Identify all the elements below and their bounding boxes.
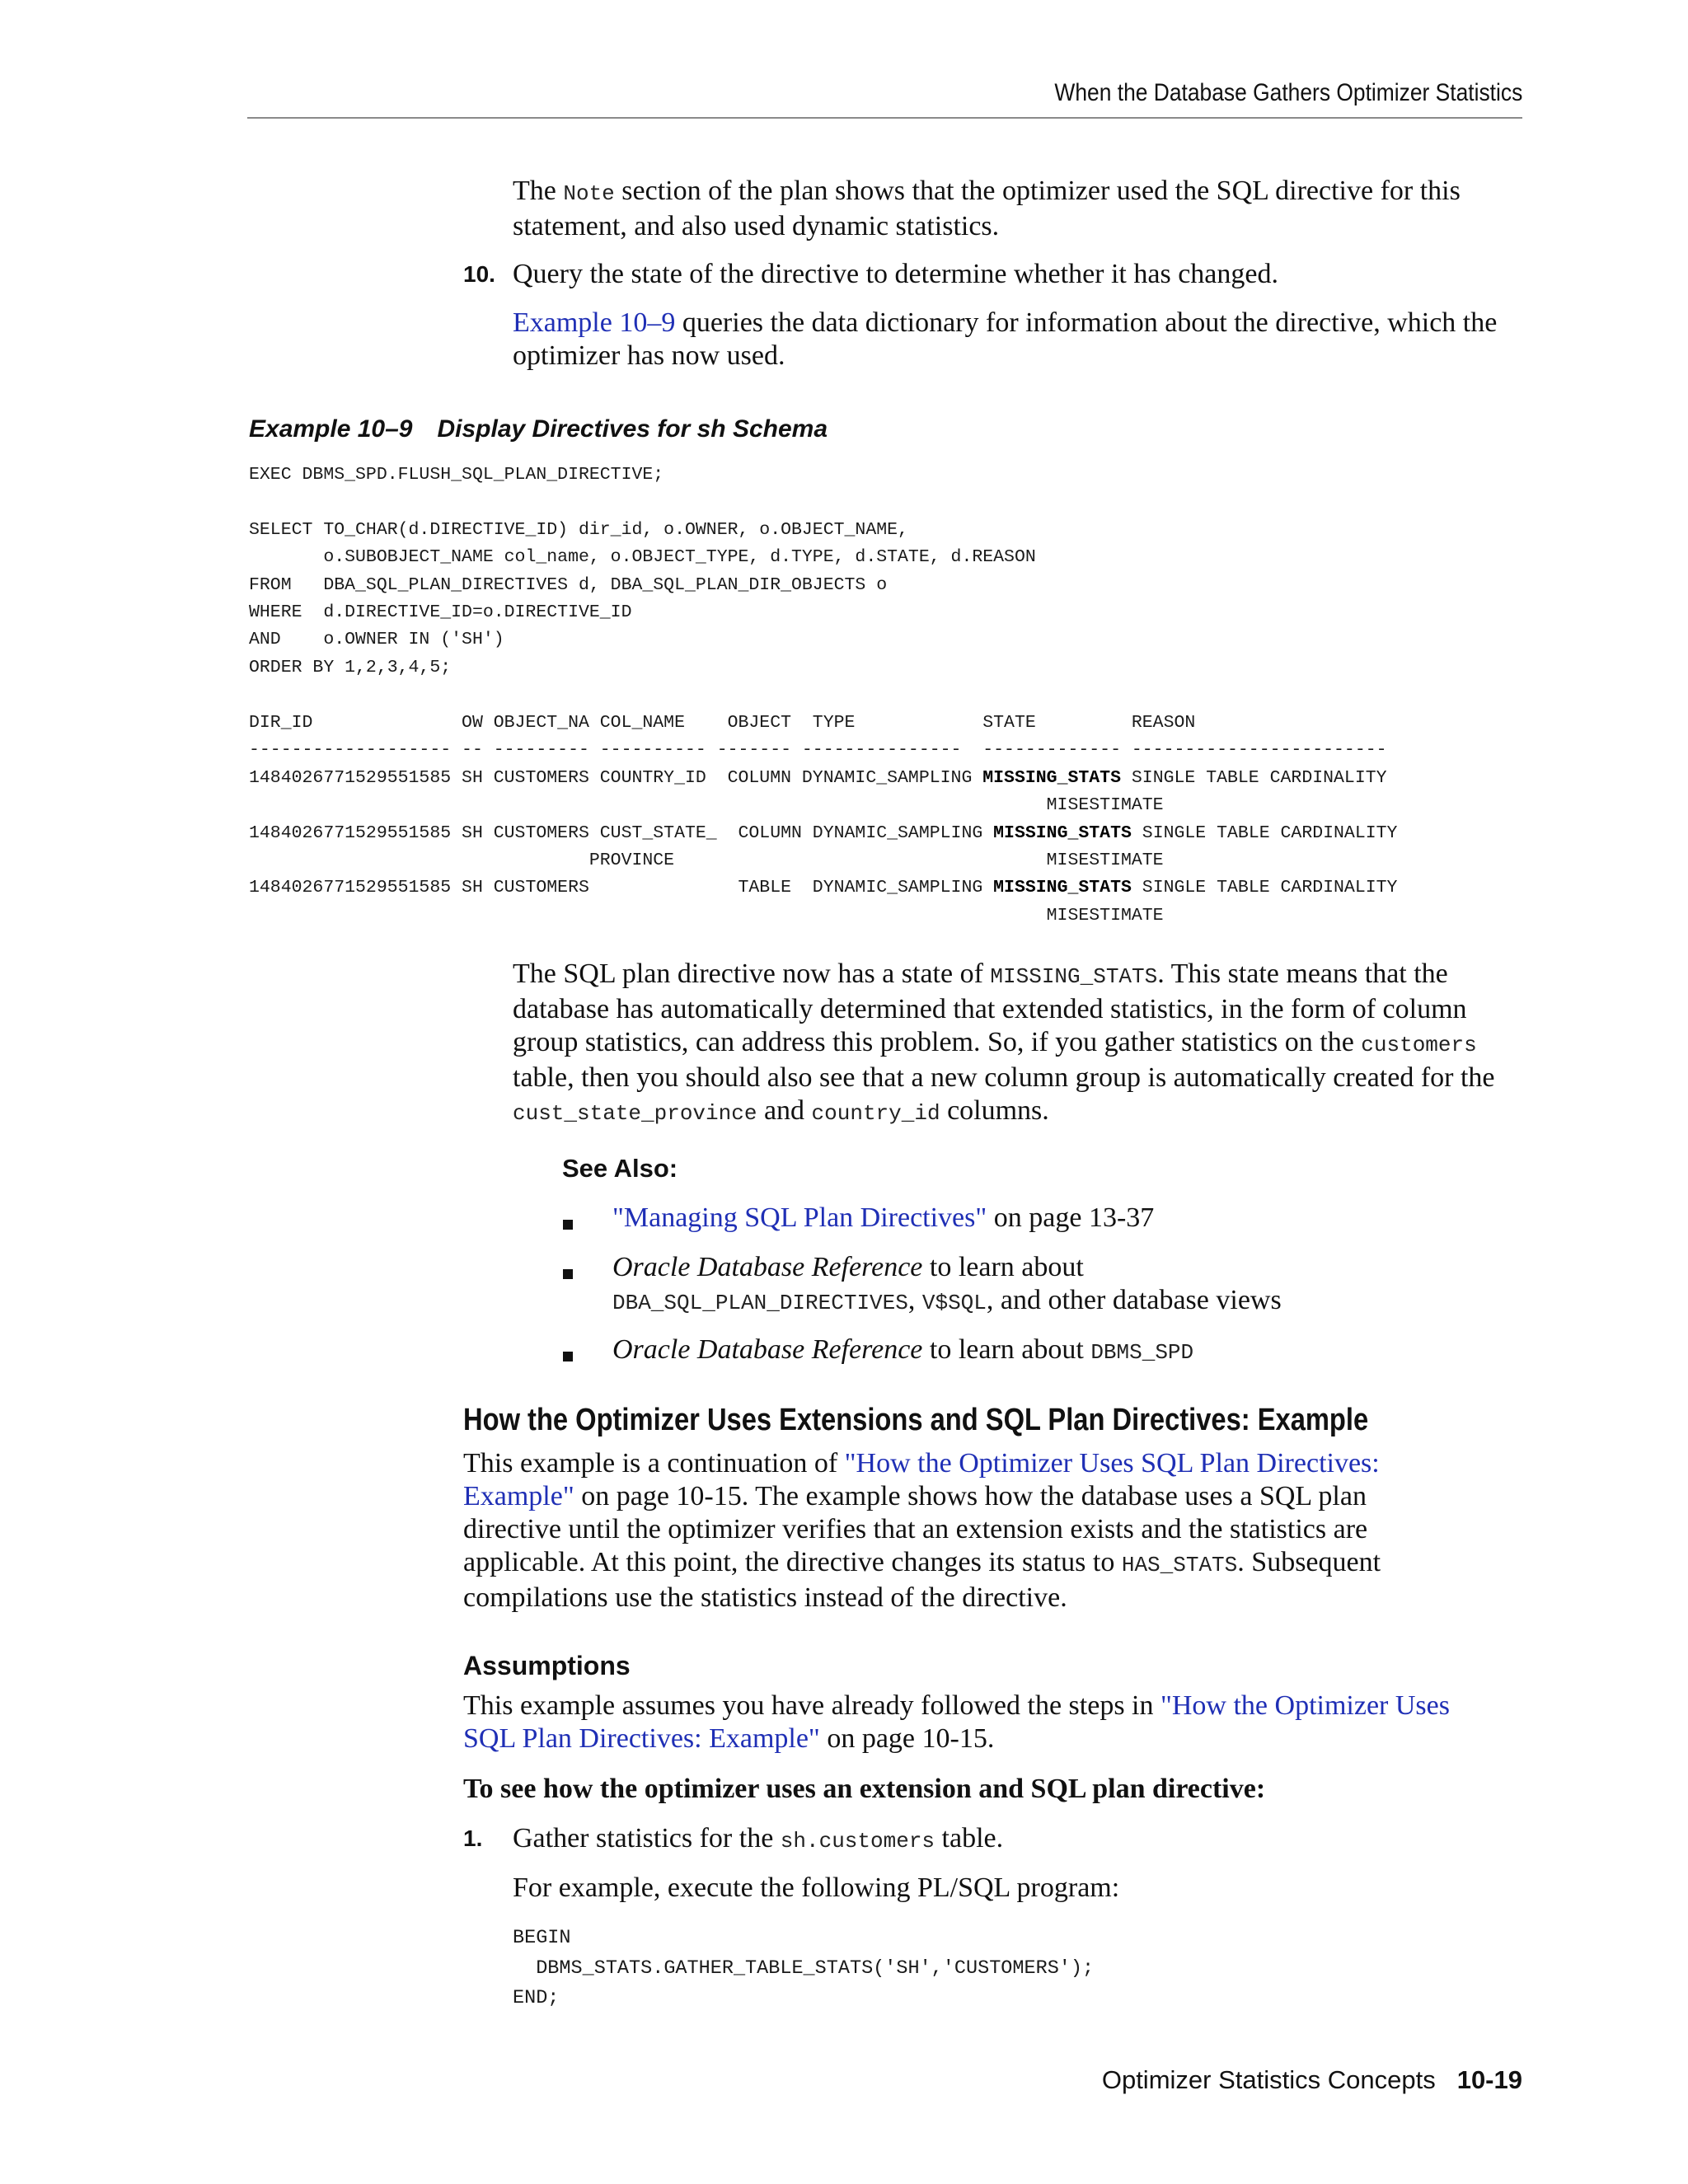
page-number: 10-19 xyxy=(1456,2065,1522,2094)
explanation-paragraph: The SQL plan directive now has a state of MISSING_STATS. This state means that the database has automatically determined that extended statistics, in the form of column group statistics, can address this problem. So, if you gather statistics on the customers table, then you should also see that a new column group is automatically created for the cust_state_province and country_id columns. xyxy=(513,958,1495,1126)
assumptions-heading: Assumptions xyxy=(463,1651,631,1680)
intro-paragraph: The Note section of the plan shows that the optimizer used the SQL directive for this statement, and also used dynamic statistics. xyxy=(513,176,1461,241)
example-title: Example 10–9 Display Directives for sh Schema xyxy=(249,415,828,443)
how-optimizer-uses-directives-link[interactable]: "How the Optimizer Uses SQL Plan Directives: Example" xyxy=(463,1448,1380,1511)
page-footer xyxy=(1102,2065,1522,2095)
section-paragraph: This example is a continuation of "How the Optimizer Uses SQL Plan Directives: Example" on page 10-15. The example shows how the database uses a SQL plan directive until the optimizer verifies that an extension exists and the statistics are applicable. At this point, the directive changes its status to HAS_STATS. Subsequent compilations use the statistics instead of the directive. xyxy=(463,1448,1381,1613)
result-row: 1484026771529551585 SH CUSTOMERS TABLE DYNAMIC_SAMPLING xyxy=(249,878,994,898)
state-value: MISSING_STATS xyxy=(993,823,1132,843)
example-reference-paragraph: Example 10–9 queries the data dictionary for information about the directive, which the optimizer has now used. xyxy=(513,307,1498,371)
section-heading: How the Optimizer Uses Extensions and SQL Plan Directives: Example xyxy=(463,1403,1369,1437)
state-value: MISSING_STATS xyxy=(982,767,1121,788)
result-rule: ------------------- -- --------- ---------- ------- --------------- ------------- ------------------------ xyxy=(249,740,1387,761)
see-also-item: Oracle Database Reference to learn about DBMS_SPD xyxy=(612,1334,1194,1365)
plsql-code-block: BEGIN DBMS_STATS.GATHER_TABLE_STATS('SH','CUSTOMERS'); END; xyxy=(513,1927,1095,2009)
see-also-item: Oracle Database Reference to learn about DBA_SQL_PLAN_DIRECTIVES, V$SQL, and other database views xyxy=(612,1252,1282,1315)
how-optimizer-uses-directives-link[interactable]: "How the Optimizer Uses SQL Plan Directives: Example" xyxy=(463,1690,1450,1754)
see-also-item: "Managing SQL Plan Directives" on page 13-37 xyxy=(612,1202,1155,1233)
step-text: Gather statistics for the sh.customers table. xyxy=(513,1823,1004,1854)
sql-code-block: EXEC DBMS_SPD.FLUSH_SQL_PLAN_DIRECTIVE; SELECT TO_CHAR(d.DIRECTIVE_ID) dir_id, o.OWNER, o.OBJECT_NAME, o.SUBOBJECT_NAME col_name, o.OBJECT_TYPE, d.TYPE, d.STATE, d.REASON FROM DBA_SQL_PLAN_DIRECTIVES d, DBA_SQL_PLAN_DIR_OBJECTS o WHERE d.DIRECTIVE_ID=o.DIRECTIVE_ID AND o.OWNER IN ('SH') ORDER BY 1,2,3,4,5; xyxy=(249,465,1036,677)
note-code: Note xyxy=(563,181,615,206)
bullet-icon xyxy=(563,1220,573,1230)
procedure-title: To see how the optimizer uses an extension and SQL plan directive: xyxy=(463,1774,1266,1804)
assumptions-paragraph: This example assumes you have already followed the steps in "How the Optimizer Uses SQL Plan Directives: Example" on page 10-15. xyxy=(463,1690,1450,1754)
result-row: 1484026771529551585 SH CUSTOMERS COUNTRY_ID COLUMN DYNAMIC_SAMPLING xyxy=(249,767,983,788)
example-link[interactable]: Example 10–9 xyxy=(513,307,676,338)
running-header xyxy=(247,71,1522,119)
footer-book-title: Optimizer Statistics Concepts xyxy=(1101,2065,1436,2094)
result-row: 1484026771529551585 SH CUSTOMERS CUST_STATE_ COLUMN DYNAMIC_SAMPLING xyxy=(249,823,994,843)
see-also-heading: See Also: xyxy=(562,1154,678,1183)
state-value: MISSING_STATS xyxy=(993,878,1132,898)
running-header-title: When the Database Gathers Optimizer Statistics xyxy=(1054,79,1522,106)
result-header: DIR_ID OW OBJECT_NA COL_NAME OBJECT TYPE STATE REASON xyxy=(249,713,1196,733)
step-number: 1. xyxy=(463,1825,483,1851)
managing-sql-plan-directives-link[interactable]: "Managing SQL Plan Directives" xyxy=(612,1202,987,1233)
query-result-block: DIR_ID OW OBJECT_NA COL_NAME OBJECT TYPE STATE REASON ------------------- -- --------- ---------- ------- --------------- ------------- ------------------------ 1484026771529551585 SH CUSTOMERS COUNTRY_ID COLUMN DYNAMIC_SAMPLING MISSING_STATS SINGLE TABLE CARDINALITY MISESTIMATE 1484026771529551585 SH CUSTOMERS CUST_STATE_ COLUMN DYNAMIC_SAMPLING MISSING_STATS SINGLE TABLE CARDINALITY PROVINCE MISESTIMATE 1484026771529551585 SH CUSTOMERS TABLE DYNAMIC_SAMPLING MISSING_STATS SINGLE TABLE CARDINALITY MISESTIMATE xyxy=(249,713,1398,926)
step-text: Query the state of the directive to determine whether it has changed. xyxy=(513,259,1278,289)
bullet-icon xyxy=(563,1269,573,1279)
bullet-icon xyxy=(563,1352,573,1361)
step-number: 10. xyxy=(463,261,495,287)
example-instruction: For example, execute the following PL/SQL program: xyxy=(513,1872,1120,1903)
